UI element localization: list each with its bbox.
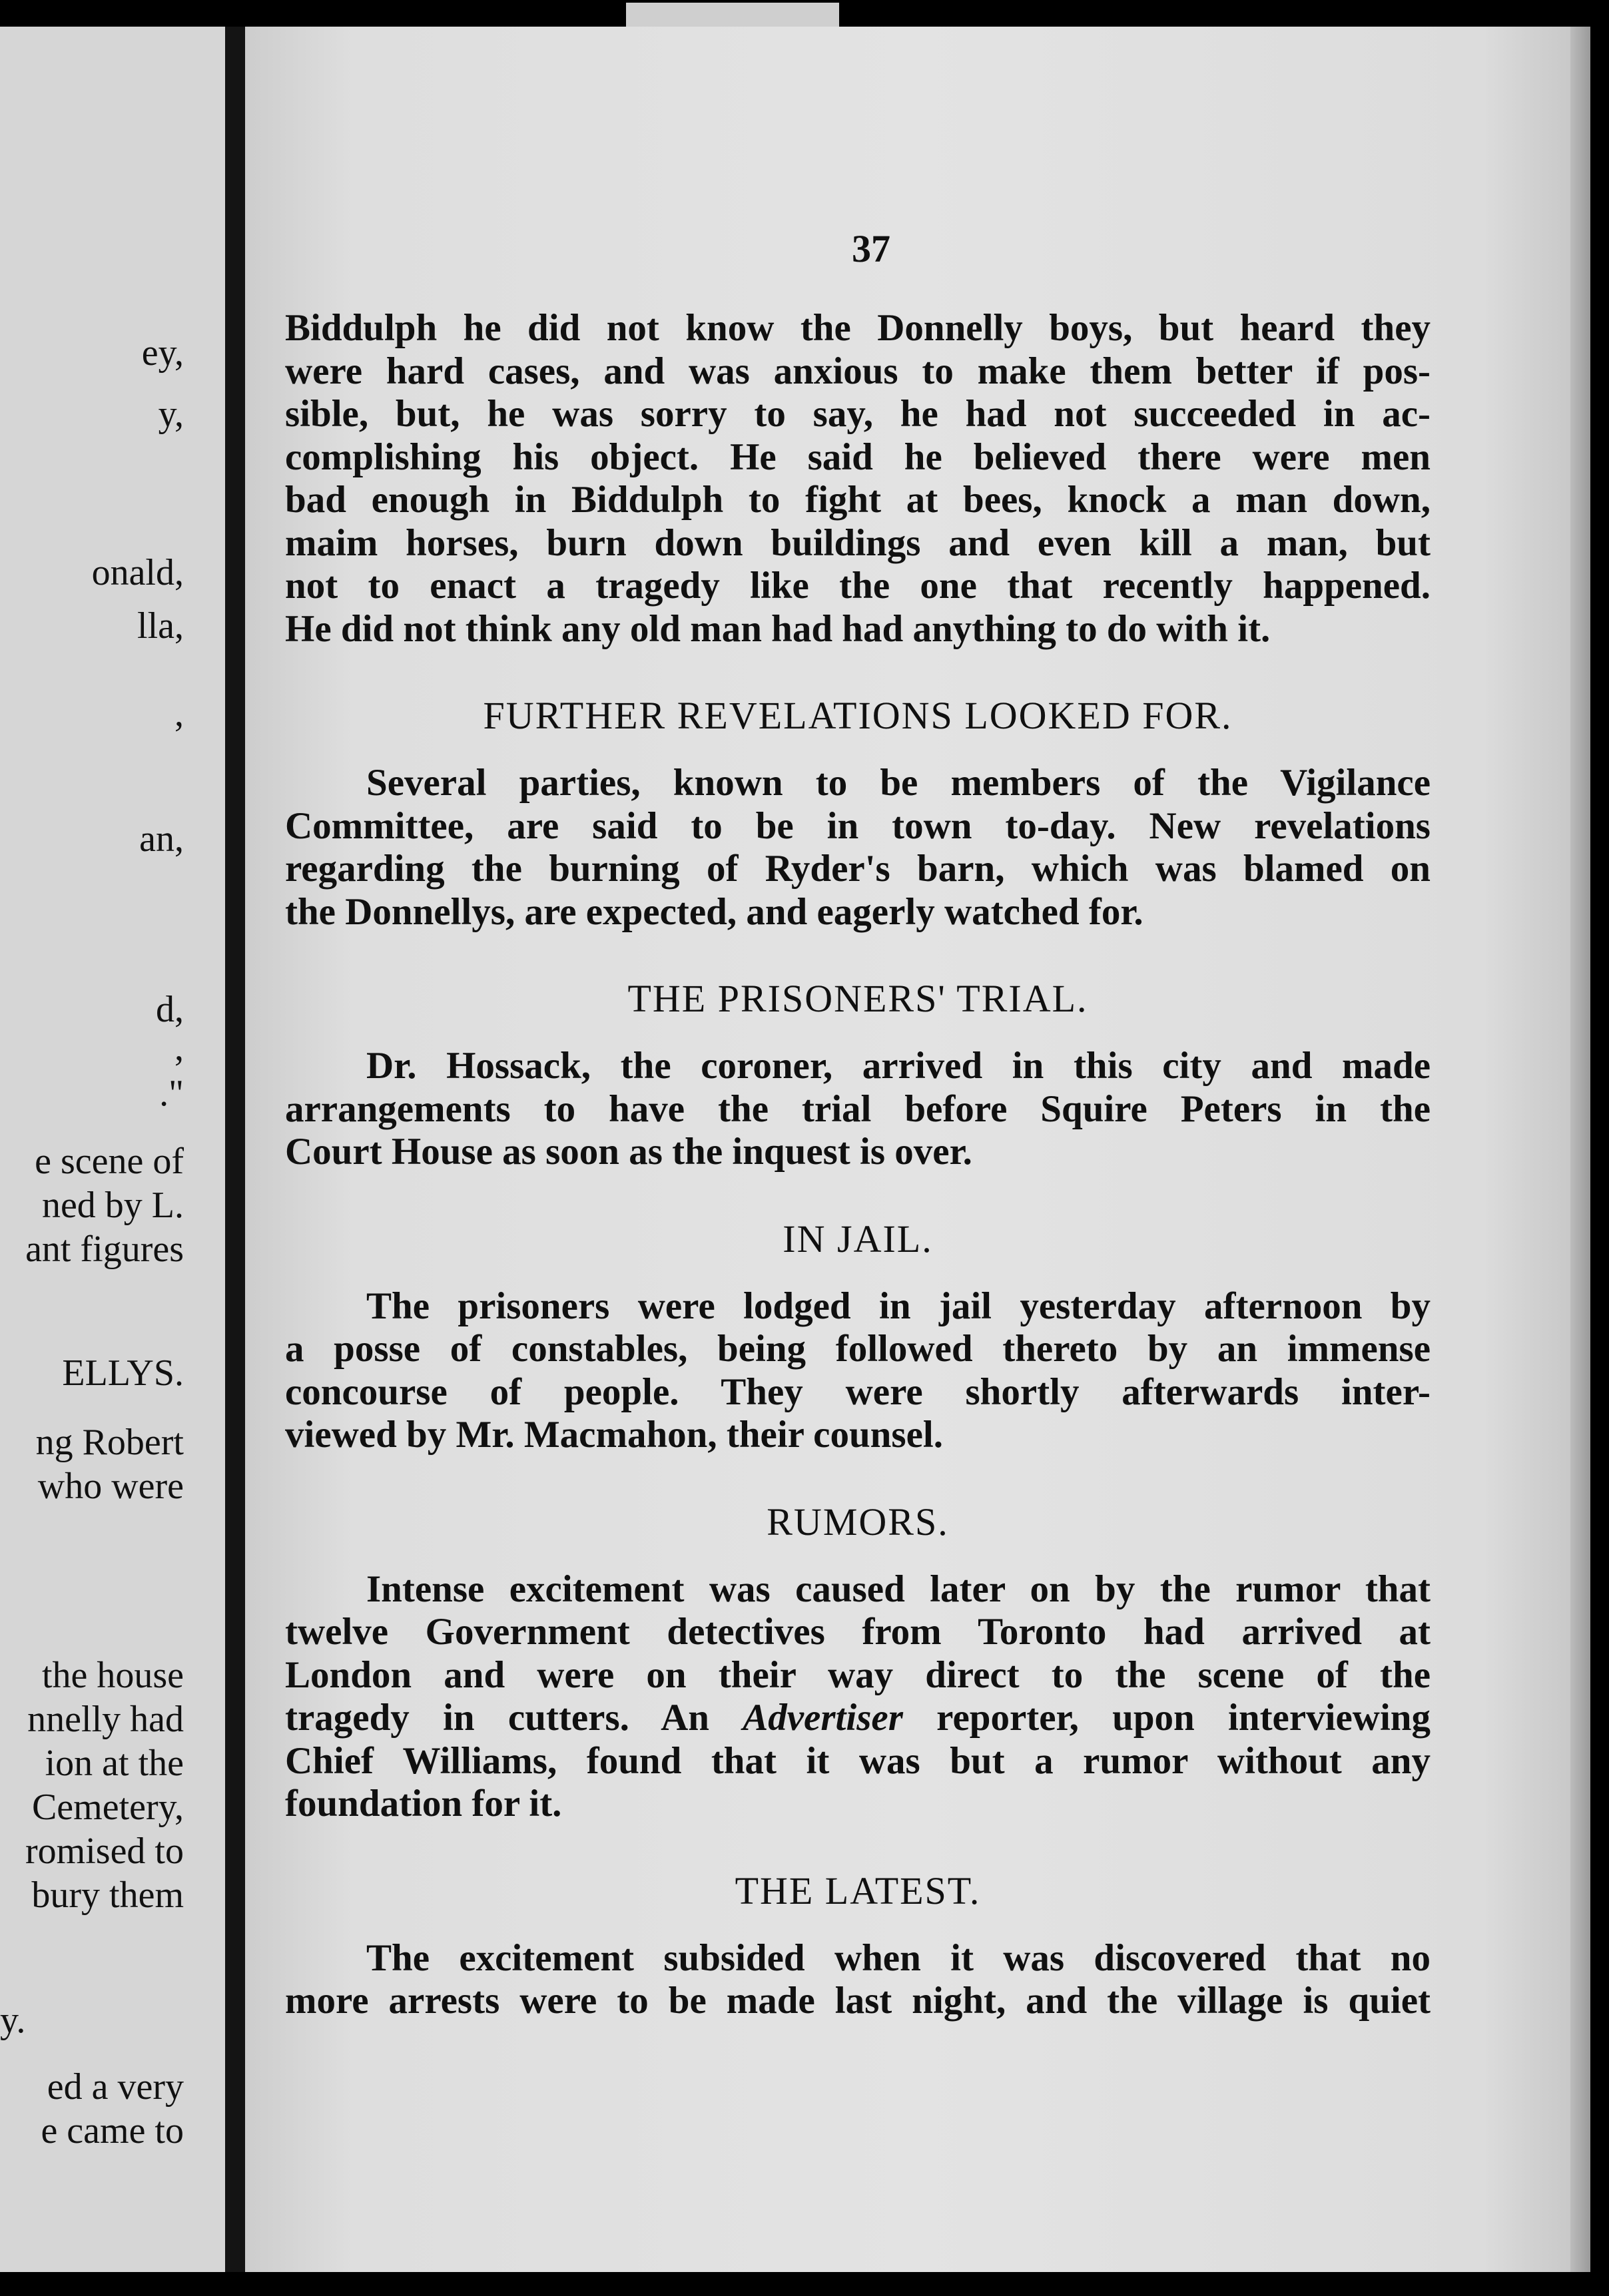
left-page-fragment: ed a very: [47, 2066, 184, 2108]
text-line: London and were on their way direct to the scene of the: [285, 1653, 1431, 1696]
book-gutter: [225, 27, 245, 2272]
section-paragraph: [285, 1045, 1431, 1174]
text-line: Committee, are said to be in town to-day. New revelations: [285, 804, 1431, 847]
right-page: [245, 27, 1590, 2272]
left-page-fragment: an,: [139, 818, 184, 860]
text-line: He did not think any old man had had anything to do with it.: [285, 607, 1271, 650]
text-line: Chief Williams, found that it was but a rumor without any: [285, 1739, 1431, 1782]
text-line: Court House as soon as the inquest is over.: [285, 1131, 972, 1173]
text-line: Several parties, known to be members of the Vigilance: [366, 762, 1431, 804]
text-line: regarding the burning of Ryder's barn, which was blamed on: [285, 848, 1431, 890]
left-page-fragment: who were: [37, 1466, 184, 1507]
left-page-fragment: lla,: [137, 605, 184, 647]
text-line: complishing his object. He said he believed there were men: [285, 435, 1431, 478]
page-text-column: [285, 226, 1431, 2023]
page-number: 37: [852, 227, 890, 270]
text-line: the Donnellys, are expected, and eagerly watched for.: [285, 890, 1143, 933]
section-paragraph: [285, 1568, 1431, 1826]
text-fragment: tragedy in cutters. An: [285, 1697, 743, 1739]
left-page-fragment: ,: [174, 1027, 184, 1069]
scan-bottom-border: [0, 2272, 1609, 2296]
left-page-fragment: ng Robert: [35, 1422, 184, 1463]
text-line: bad enough in Biddulph to fight at bees, knock a man down,: [285, 479, 1431, 521]
left-page-fragment: ned by L.: [41, 1185, 184, 1226]
left-page-fragment: the house: [41, 1655, 184, 1696]
text-line: The prisoners were lodged in jail yesterday afternoon by: [366, 1285, 1431, 1327]
text-fragment: reporter, upon interviewing: [902, 1697, 1431, 1739]
text-line: maim horses, burn down buildings and even kill a man, but: [285, 521, 1431, 564]
left-page-fragment: ant figures: [25, 1229, 184, 1270]
left-page-fragment: .": [159, 1073, 184, 1114]
text-line: Intense excitement was caused later on by the rumor that: [366, 1568, 1431, 1610]
left-page-fragment: e scene of: [35, 1141, 184, 1182]
section-heading-further-revelations: FURTHER REVELATIONS LOOKED FOR.: [483, 694, 1233, 737]
text-line: were hard cases, and was anxious to make them better if pos-: [285, 350, 1431, 392]
newspaper-name: Advertiser: [743, 1697, 903, 1739]
opening-paragraph: [285, 307, 1431, 651]
left-page-fragment: y,: [158, 394, 184, 435]
text-line: Biddulph he did not know the Donnelly boys, but heard they: [285, 307, 1431, 349]
left-page: [0, 27, 225, 2272]
left-page-fragment: y.: [0, 2000, 26, 2041]
page-edge-shadow: [1570, 27, 1590, 2272]
left-page-fragment: nnelly had: [27, 1699, 184, 1740]
text-line: Dr. Hossack, the coroner, arrived in this city and made: [366, 1045, 1431, 1087]
left-page-fragment: bury them: [31, 1874, 184, 1916]
section-paragraph: [285, 1937, 1431, 2023]
text-line: The excitement subsided when it was discovered that no: [366, 1936, 1431, 1979]
left-page-fragment: ey,: [141, 332, 184, 374]
text-line: viewed by Mr. Macmahon, their counsel.: [285, 1414, 943, 1456]
section-paragraph: [285, 762, 1431, 934]
scan-right-border: [1590, 0, 1609, 2296]
left-page-fragment: e came to: [41, 2110, 184, 2152]
text-line: sible, but, he was sorry to say, he had not succeeded in ac-: [285, 393, 1431, 435]
section-heading-the-latest: THE LATEST.: [735, 1868, 981, 1912]
left-page-fragment: onald,: [91, 552, 184, 593]
section-heading-prisoners-trial: THE PRISONERS' TRIAL.: [627, 977, 1088, 1020]
section-paragraph: [285, 1285, 1431, 1457]
section-heading-rumors: RUMORS.: [767, 1500, 949, 1544]
left-page-fragment: ion at the: [45, 1743, 184, 1784]
text-line-with-italic: [285, 1697, 1431, 1740]
text-line: a posse of constables, being followed thereto by an immense: [285, 1328, 1431, 1370]
section-heading-in-jail: IN JAIL.: [783, 1217, 933, 1261]
text-line: concourse of people. They were shortly afterwards inter-: [285, 1370, 1431, 1413]
left-page-fragment: romised to: [25, 1831, 184, 1872]
text-line: twelve Government detectives from Toronto had arrived at: [285, 1611, 1431, 1653]
text-line: more arrests were to be made last night, and the village is quiet: [285, 1980, 1431, 2022]
left-page-fragment: d,: [156, 989, 184, 1030]
left-page-fragment: ,: [174, 693, 184, 734]
left-page-fragment: Cemetery,: [31, 1787, 184, 1828]
text-line: not to enact a tragedy like the one that recently happened.: [285, 565, 1431, 607]
text-line: arrangements to have the trial before Squire Peters in the: [285, 1087, 1431, 1130]
text-line: foundation for it.: [285, 1783, 562, 1825]
left-page-fragment: ELLYS.: [62, 1352, 184, 1394]
